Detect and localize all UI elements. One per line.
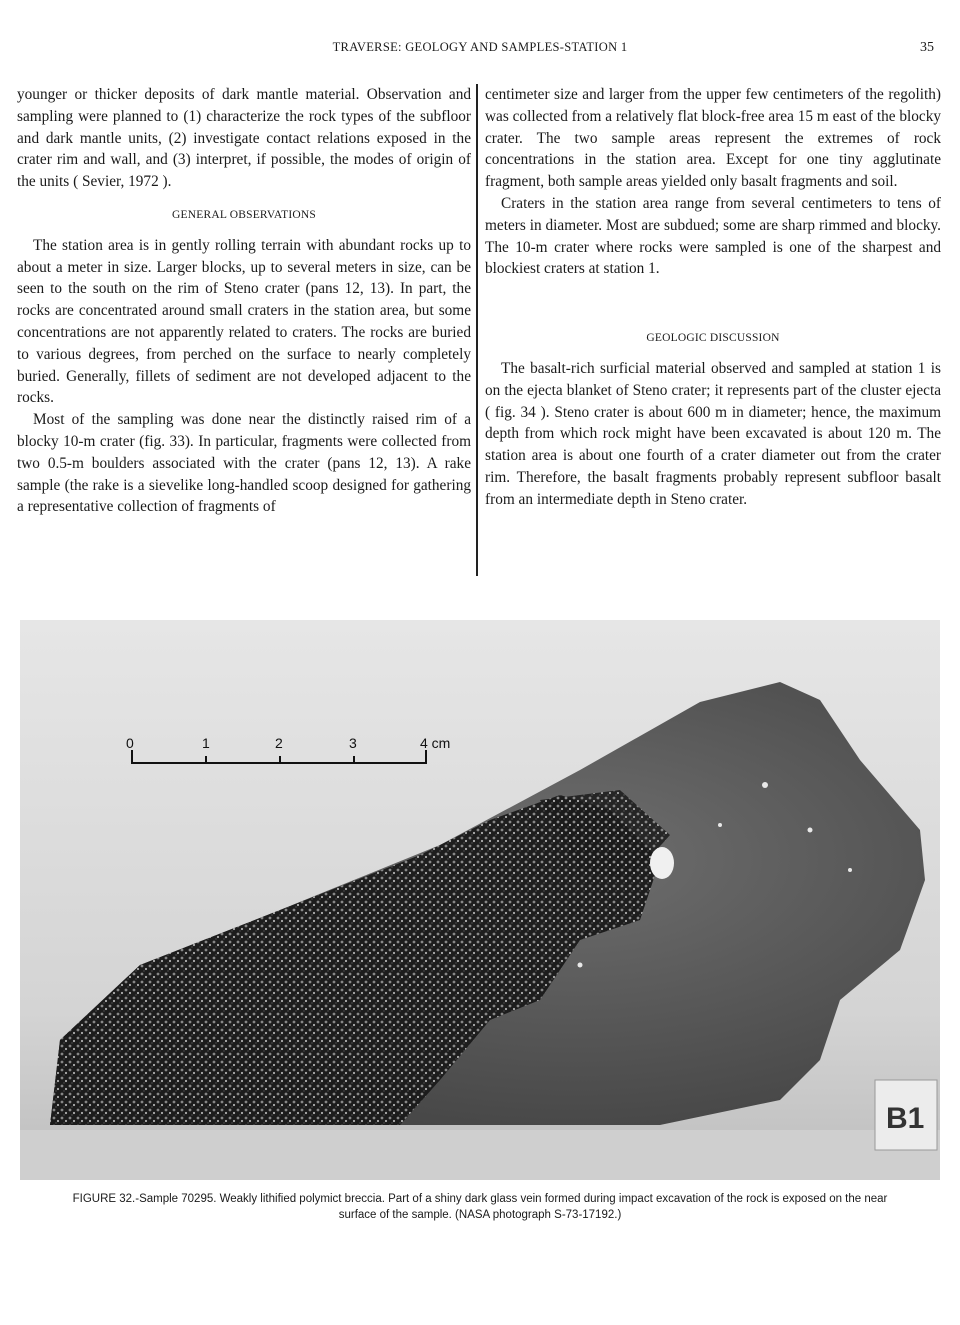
right-paragraph-1: centimeter size and larger from the upper few centimeters of the regolith) was collected from a relatively flat block-free area 15 m east of the blocky crater. The two sample areas represent the extremes of rock concentrations in the station area. Except for one tiny agglutinate fragment, both sample areas yielded only basalt fragments and soil. <box>485 86 941 191</box>
white-speck <box>762 782 768 788</box>
white-speck <box>808 828 813 833</box>
scale-label-0: 0 <box>126 735 134 751</box>
sample-photo <box>20 620 940 1180</box>
sample-label: B1 <box>886 1102 925 1135</box>
scale-label-1: 1 <box>202 735 210 751</box>
page-number: 35 <box>920 40 934 55</box>
figure-caption: FIGURE 32.-Sample 70295. Weakly lithified polymict breccia. Part of a shiny dark glass vein formed during impact excavation of the rock is exposed on the near surface of the sample. (NASA photograph S-73-17192.) <box>72 1193 888 1221</box>
scale-label-3: 3 <box>349 735 357 751</box>
right-paragraph-2: Craters in the station area range from several centimeters to tens of meters in diameter. Most are subdued; some are sharp rimmed and blocky. The 10-m crater where rocks were sampled is one of the sharpest and blockiest craters at station 1. <box>485 194 941 278</box>
sample-label-card <box>875 1080 937 1150</box>
section-heading-general-observations: GENERAL OBSERVATIONS <box>172 208 316 221</box>
light-clast <box>650 847 674 879</box>
section-heading-geologic-discussion: GEOLOGIC DISCUSSION <box>646 332 780 345</box>
left-paragraph-1: younger or thicker deposits of dark mantle material. Observation and sampling were planned to (1) characterize the rock types of the subfloor and dark mantle units, (2) investigate contact relations exposed in the crater rim and wall, and (3) interpret, if possible, the modes of origin of the units ( Sevier, 1972 ). <box>17 86 471 191</box>
column-divider <box>476 84 478 576</box>
scale-label-2: 2 <box>275 735 283 751</box>
white-speck <box>848 868 852 872</box>
scale-label-4cm: 4 cm <box>420 735 451 751</box>
left-paragraph-2: The station area is in gently rolling terrain with abundant rocks up to about a meter in size. Larger blocks, up to several meters in size, can be seen to the south on the rim of Steno crater (pans 12, 13). In part, the rocks are concentrated around small craters in the station area, but some concentrations are not apparently related to craters. The rocks are buried to various degrees, from perched on the surface to nearly completely buried. Generally, fillets of sediment are not developed adjacent to the rocks. <box>17 236 471 407</box>
right-column <box>485 84 941 511</box>
right-paragraph-3: The basalt-rich surficial material observed and sampled at station 1 is on the ejecta blanket of Steno crater; it represents part of the cluster ejecta ( fig. 34 ). Steno crater is about 600 m in diameter; hence, the maximum depth from which rock might have been excavated is about 120 m. The station area is about one fourth of a crater diameter out from the crater rim. Therefore, the basalt fragments probably represent subfloor basalt from an intermediate depth in Steno crater. <box>485 359 941 508</box>
white-speck <box>578 963 583 968</box>
figure-photograph <box>20 620 940 1180</box>
left-column <box>17 84 471 518</box>
table-surface <box>20 1130 940 1180</box>
left-paragraph-3: Most of the sampling was done near the distinctly raised rim of a blocky 10-m crater (fig. 33). In particular, fragments were collected from two 0.5-m boulders associated with the crater (pans 12, 13). A rake sample (the rake is a sievelike long-handled scoop designed for gathering a representative collection of fragments of <box>17 411 471 516</box>
white-speck <box>718 823 722 827</box>
running-title: TRAVERSE: GEOLOGY AND SAMPLES-STATION 1 <box>332 40 628 54</box>
